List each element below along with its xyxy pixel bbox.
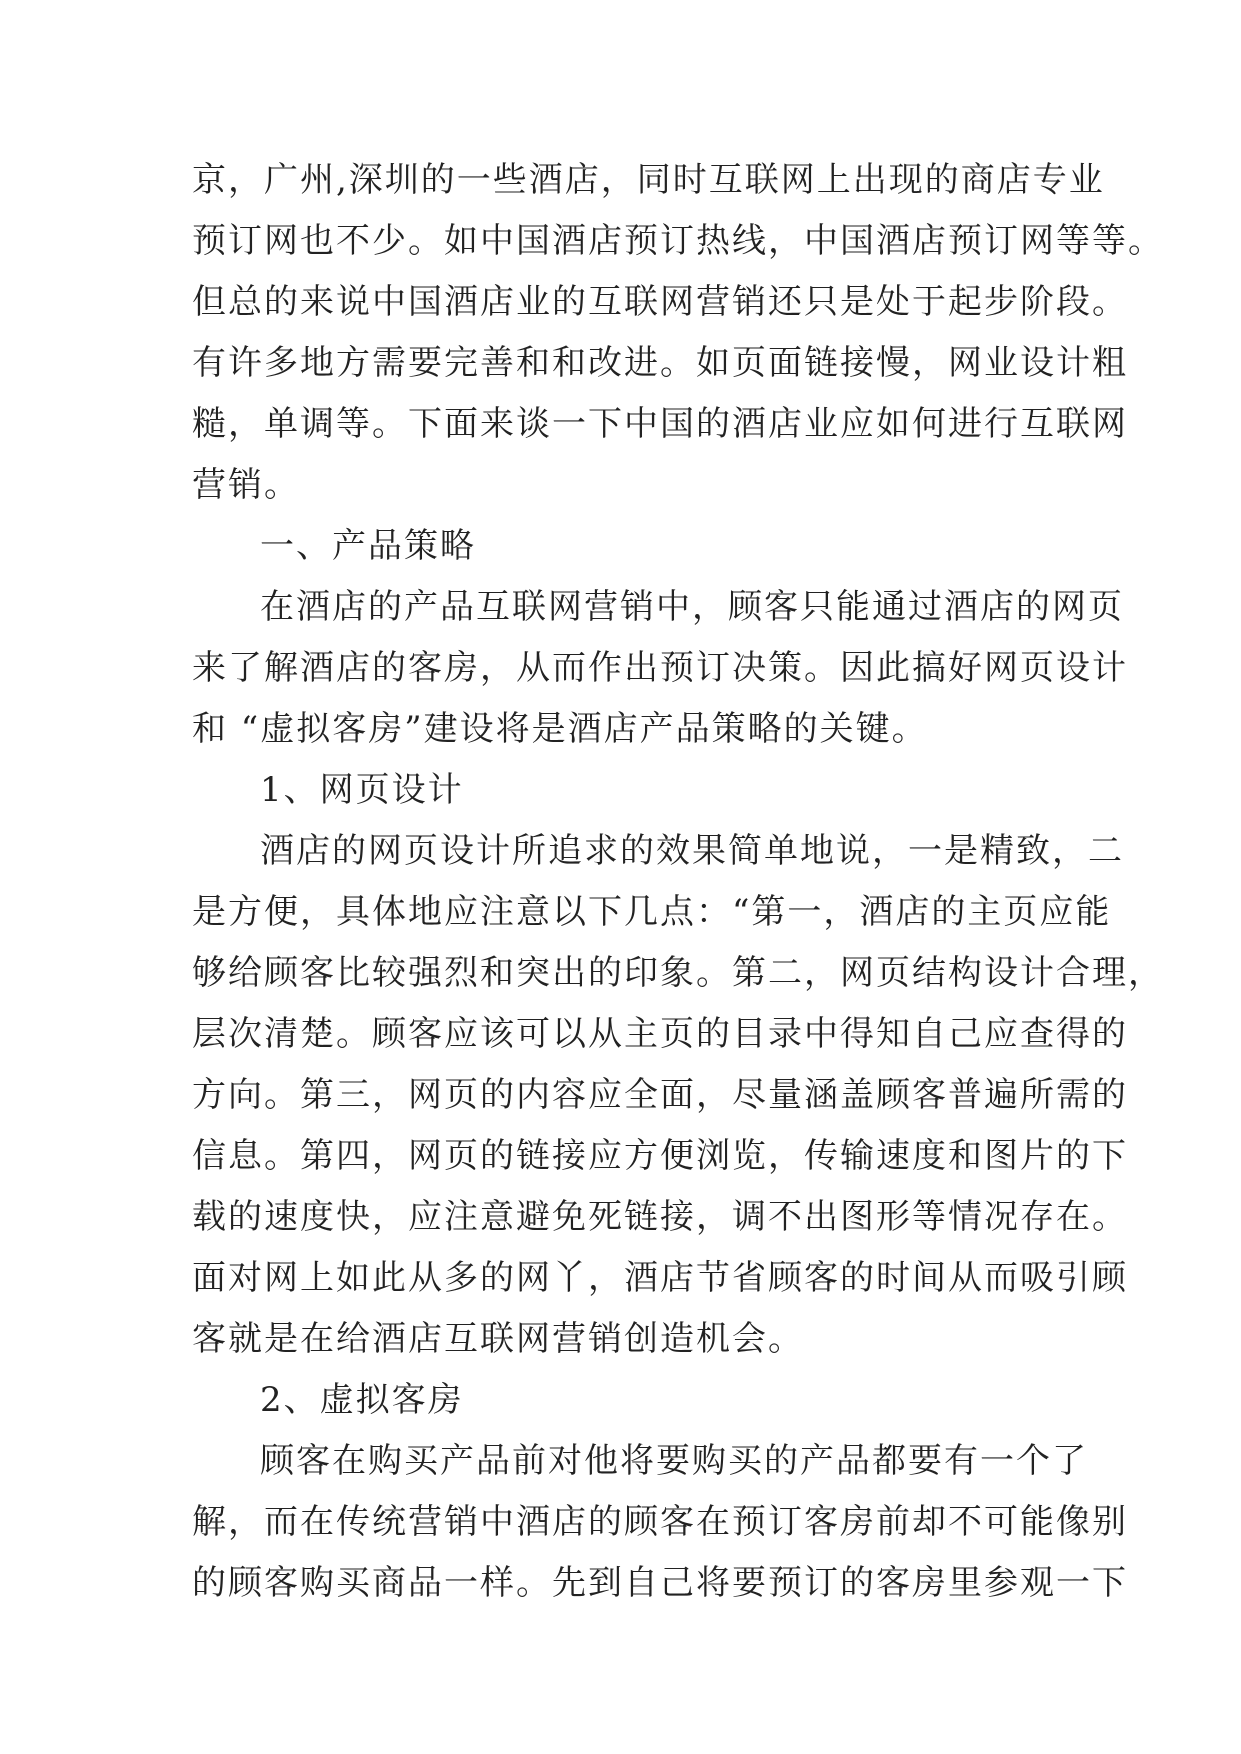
paragraph-first-line: 酒店的网页设计所追求的效果简单地说，一是精致，二 (260, 831, 1124, 871)
text-line: 和 “虚拟客房”建设将是酒店产品策略的关键。 (192, 709, 928, 749)
paragraph-first-line: 顾客在购买产品前对他将要购买的产品都要有一个了 (260, 1441, 1088, 1481)
text-line: 营销。 (192, 465, 300, 505)
text-line: 是方便，具体地应注意以下几点：“第一，酒店的主页应能 (192, 892, 1112, 932)
text-line: 来了解酒店的客房，从而作出预订决策。因此搞好网页设计 (192, 648, 1128, 688)
text-line: 载的速度快，应注意避免死链接，调不出图形等情况存在。 (192, 1197, 1128, 1237)
text-line: 但总的来说中国酒店业的互联网营销还只是处于起步阶段。 (192, 282, 1128, 322)
section-heading: 一、产品策略 (260, 526, 476, 566)
text-line: 客就是在给酒店互联网营销创造机会。 (192, 1319, 804, 1359)
text-line: 的顾客购买商品一样。先到自己将要预订的客房里参观一下 (192, 1563, 1128, 1603)
text-line: 糙，单调等。下面来谈一下中国的酒店业应如何进行互联网 (192, 404, 1128, 444)
text-line: 方向。第三，网页的内容应全面，尽量涵盖顾客普遍所需的 (192, 1075, 1128, 1115)
text-line: 信息。第四，网页的链接应方便浏览，传输速度和图片的下 (192, 1136, 1128, 1176)
subsection-heading: 2、虚拟客房 (260, 1380, 464, 1420)
text-line: 京，广州,深圳的一些酒店，同时互联网上出现的商店专业 (192, 160, 1105, 200)
paragraph-first-line: 在酒店的产品互联网营销中，顾客只能通过酒店的网页 (260, 587, 1124, 627)
text-line: 够给顾客比较强烈和突出的印象。第二，网页结构设计合理， (192, 953, 1164, 993)
document-body (192, 150, 1164, 1614)
text-line: 面对网上如此从多的网丫，酒店节省顾客的时间从而吸引顾 (192, 1258, 1128, 1298)
text-line: 解，而在传统营销中酒店的顾客在预订客房前却不可能像别 (192, 1502, 1128, 1542)
text-line: 预订网也不少。如中国酒店预订热线，中国酒店预订网等等。 (192, 221, 1164, 261)
text-line: 层次清楚。顾客应该可以从主页的目录中得知自己应查得的 (192, 1014, 1128, 1054)
text-line: 有许多地方需要完善和和改进。如页面链接慢，网业设计粗 (192, 343, 1128, 383)
subsection-heading: 1、网页设计 (260, 770, 464, 810)
